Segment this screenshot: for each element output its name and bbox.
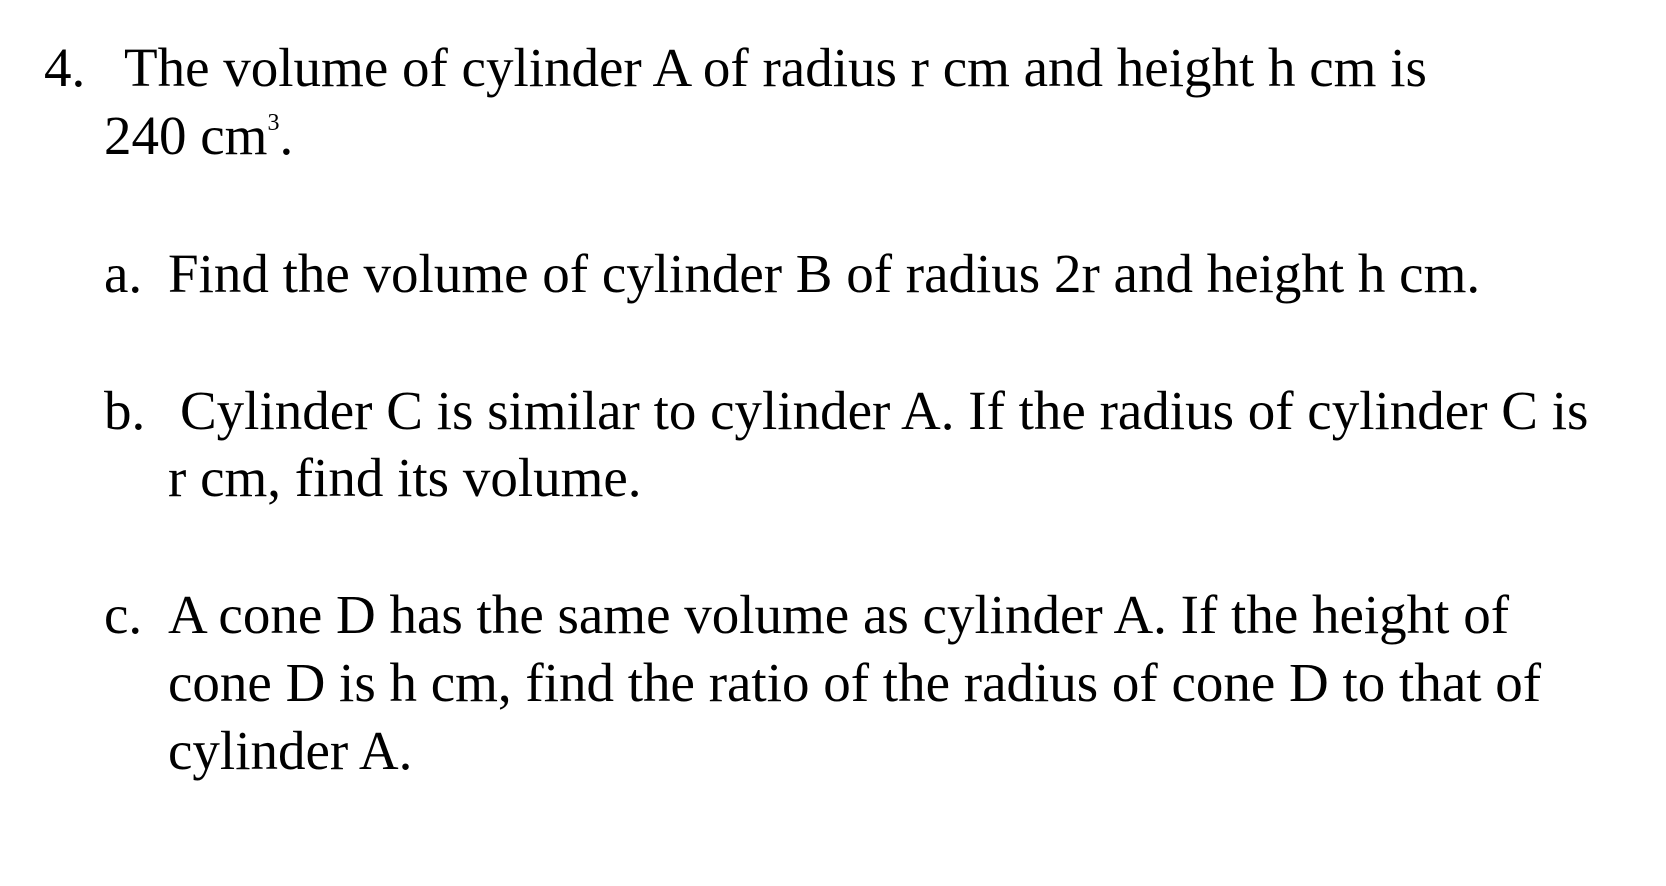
part-b-text-line-2: r cm, find its volume. (168, 447, 642, 508)
part-c-marker: c. (104, 584, 143, 645)
part-b-text-line-1: Cylinder C is similar to cylinder A. If the radius of cylinder C is (180, 380, 1589, 441)
question-stem-line-1: The volume of cylinder A of radius r cm and height h cm is (124, 37, 1427, 98)
part-c-text-line-1: A cone D has the same volume as cylinder A. If the height of (168, 584, 1510, 645)
question-number: 4. (44, 37, 86, 98)
part-c-text-line-3: cylinder A. (168, 720, 413, 781)
part-c-text-line-2: cone D is h cm, find the ratio of the radius of cone D to that of (168, 652, 1542, 713)
stem-end-punctuation: . (279, 105, 294, 166)
part-b-marker: b. (104, 380, 146, 441)
part-a-marker: a. (104, 243, 143, 304)
part-a-text-line-1: Find the volume of cylinder B of radius 2r and height h cm. (168, 243, 1481, 304)
volume-exponent: 3 (267, 110, 280, 136)
volume-value: 240 cm (104, 105, 268, 166)
question-stem-line-2 (104, 105, 294, 166)
